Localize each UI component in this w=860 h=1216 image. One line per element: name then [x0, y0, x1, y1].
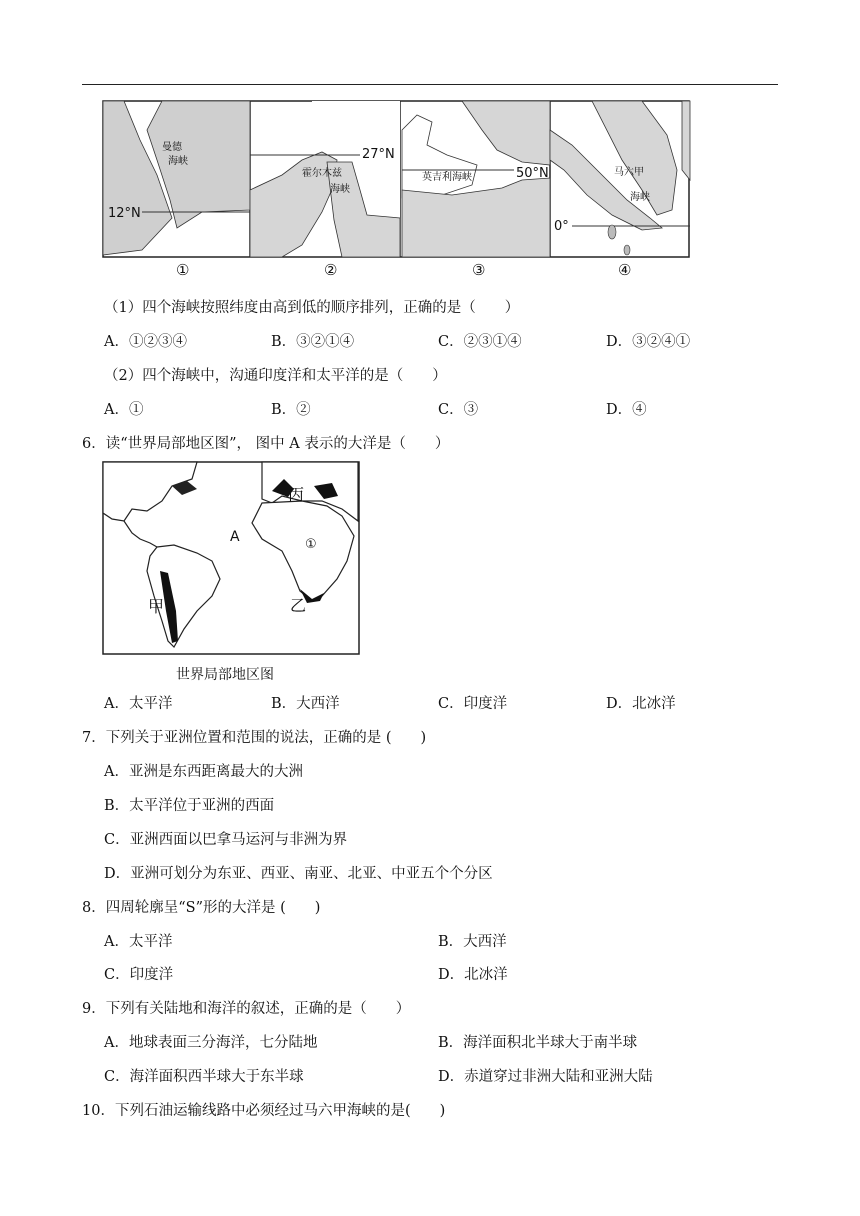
q6-option-b[interactable]: B．大西洋	[271, 696, 340, 712]
q8-option-c[interactable]: C．印度洋	[104, 967, 174, 983]
svg-text:海峡: 海峡	[168, 156, 188, 167]
svg-text:马六甲: 马六甲	[614, 167, 644, 178]
panel-label-4: ④	[618, 261, 632, 279]
question-5-1-stem: （1）四个海峡按照纬度由高到低的顺序排列，正确的是（ ）	[104, 300, 520, 316]
map-label-circle-1: ①	[305, 537, 317, 552]
q9-option-c[interactable]: C．海洋面积西半球大于东半球	[104, 1069, 304, 1085]
q7-option-b[interactable]: B．太平洋位于亚洲的西面	[104, 798, 275, 814]
q8-option-a[interactable]: A．太平洋	[104, 934, 173, 950]
q7-option-c[interactable]: C．亚洲西面以巴拿马运河与非洲为界	[104, 832, 348, 848]
question-6-stem: 6．读“世界局部地区图”， 图中 A 表示的大洋是（ ）	[82, 436, 450, 452]
panel-label-3: ③	[472, 261, 486, 279]
map-label-yi: 乙	[290, 596, 307, 615]
q7-option-a[interactable]: A．亚洲是东西距离最大的大洲	[104, 764, 303, 780]
q8-option-b[interactable]: B．大西洋	[438, 934, 507, 950]
map-label-jia: 甲	[148, 597, 165, 616]
question-9-stem: 9．下列有关陆地和海洋的叙述，正确的是（ ）	[82, 1001, 411, 1017]
q6-option-c[interactable]: C．印度洋	[438, 696, 508, 712]
q6-option-a[interactable]: A．太平洋	[104, 696, 173, 712]
lat-label-27n: 27°N	[362, 147, 395, 162]
q6-option-d[interactable]: D．北冰洋	[606, 696, 676, 712]
map-label-bing: 丙	[288, 485, 305, 504]
q5-2-option-b[interactable]: B．②	[271, 402, 311, 418]
panel-label-1: ①	[176, 261, 190, 279]
world-partial-map	[102, 461, 362, 657]
q9-option-d[interactable]: D．赤道穿过非洲大陆和亚洲大陆	[438, 1069, 653, 1085]
svg-text:霍尔木兹: 霍尔木兹	[302, 168, 342, 179]
svg-text:曼德: 曼德	[162, 142, 182, 153]
q5-1-option-b[interactable]: B．③②①④	[271, 334, 355, 350]
panel-label-2: ②	[324, 261, 338, 279]
q9-option-b[interactable]: B．海洋面积北半球大于南半球	[438, 1035, 638, 1051]
q5-1-option-d[interactable]: D．③②④①	[606, 334, 691, 350]
svg-text:海峡: 海峡	[330, 184, 350, 195]
q5-1-option-c[interactable]: C．②③①④	[438, 334, 522, 350]
q5-1-option-a[interactable]: A．①②③④	[104, 334, 187, 350]
lat-label-50n: 50°N	[516, 166, 549, 181]
q9-option-a[interactable]: A．地球表面三分海洋，七分陆地	[104, 1035, 318, 1051]
question-8-stem: 8．四周轮廓呈“S”形的大洋是 ( )	[82, 900, 321, 916]
svg-text:英吉利海峡: 英吉利海峡	[422, 172, 472, 183]
question-10-stem: 10．下列石油运输线路中必须经过马六甲海峡的是( )	[82, 1103, 446, 1119]
q5-2-option-c[interactable]: C．③	[438, 402, 479, 418]
lat-label-12n: 12°N	[108, 206, 141, 221]
ocean-label-a: A	[230, 529, 240, 545]
header-rule	[82, 84, 778, 85]
q5-2-option-a[interactable]: A．①	[104, 402, 144, 418]
svg-text:海峡: 海峡	[630, 192, 650, 203]
q8-option-d[interactable]: D．北冰洋	[438, 967, 508, 983]
map-caption: 世界局部地区图	[176, 667, 274, 683]
question-5-2-stem: （2）四个海峡中，沟通印度洋和太平洋的是（ ）	[104, 368, 447, 384]
lat-label-0: 0°	[554, 219, 569, 234]
question-7-stem: 7．下列关于亚洲位置和范围的说法，正确的是 ( )	[82, 730, 427, 746]
q5-2-option-d[interactable]: D．④	[606, 402, 647, 418]
straits-map-figure	[102, 100, 692, 258]
q7-option-d[interactable]: D．亚洲可划分为东亚、西亚、南亚、北亚、中亚五个个分区	[104, 866, 493, 882]
